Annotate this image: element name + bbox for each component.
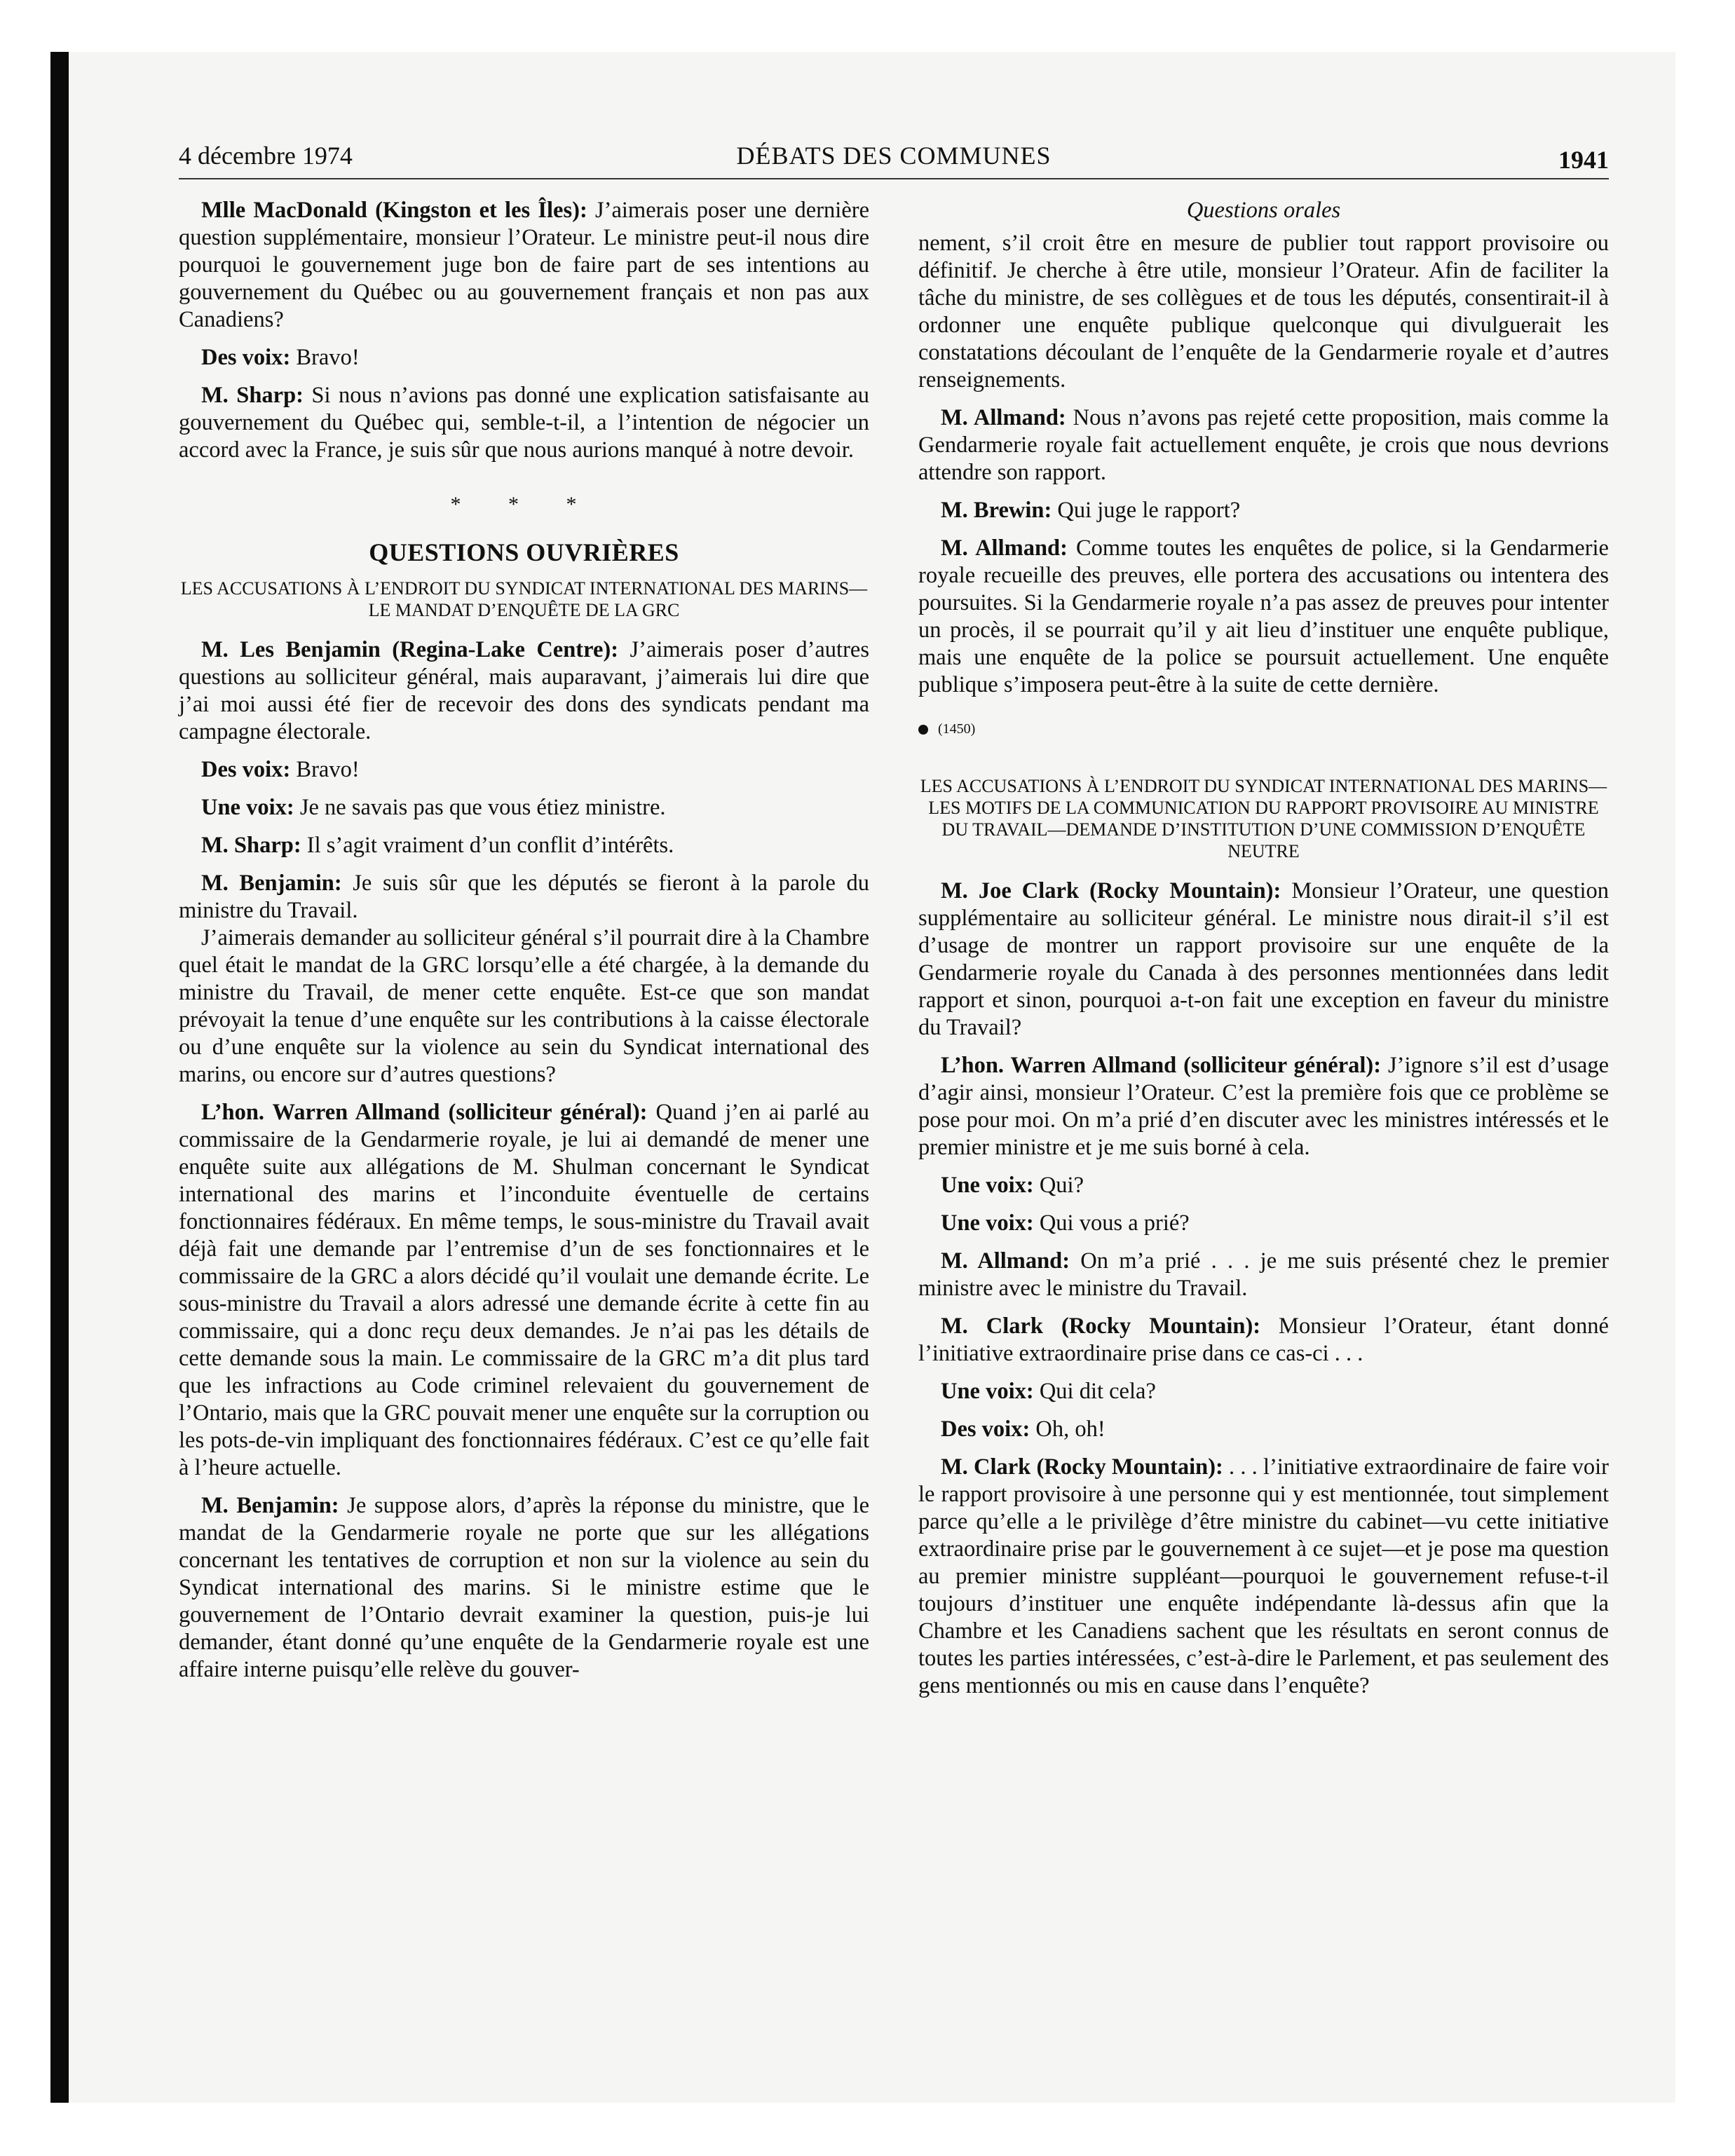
- speaker-name: M. Allmand:: [941, 405, 1066, 430]
- paragraph: J’aimerais demander au solliciteur général s’il pourrait dire à la Chambre quel était le mandat de la GRC lorsqu’elle a été chargée, à la demande du ministre du Travail, de mener cette enquête. Est-ce que son mandat prévoyait la tenue d’une enquête sur les contributions à la caisse électorale ou d’une enquête sur la violence au sein du Syndicat international des marins, ou encore sur d’autres questions?: [179, 925, 869, 1087]
- paragraph: [918, 1416, 1609, 1443]
- speaker-name: M. Sharp:: [201, 833, 301, 858]
- speech-text: Qui vous a prié?: [1033, 1210, 1190, 1236]
- speaker-name: Mlle MacDonald (Kingston et les Îles):: [201, 198, 587, 223]
- paragraph: [918, 404, 1609, 486]
- document-page: [179, 137, 1609, 2072]
- paragraph: [918, 535, 1609, 699]
- speech-text: On m’a prié . . . je me suis présenté chez le premier ministre avec le ministre du Travail.: [918, 1248, 1609, 1301]
- speech-text: Qui juge le rapport?: [1052, 498, 1241, 523]
- left-column: [179, 197, 869, 1694]
- speech-text: J’ignore s’il est d’usage d’agir ainsi, monsieur l’Orateur. C’est la première fois que ce problème se pose pour moi. On m’a prié d’en discuter avec les ministres intéressés et le premier ministre et je me suis borné à cela.: [918, 1053, 1609, 1160]
- paragraph: [179, 1492, 869, 1684]
- paragraph: [918, 1210, 1609, 1237]
- speech-text: Bravo!: [290, 757, 360, 782]
- paragraph: [918, 878, 1609, 1042]
- paragraph: [918, 1378, 1609, 1405]
- paragraph: [918, 1454, 1609, 1700]
- speaker-name: L’hon. Warren Allmand (solliciteur général):: [201, 1100, 648, 1125]
- speech-text: Monsieur l’Orateur, étant donné l’initiative extraordinaire prise dans ce cas-ci . . .: [918, 1314, 1609, 1366]
- paragraph: [918, 1248, 1609, 1302]
- speaker-name: Des voix:: [201, 757, 291, 782]
- paragraph: [179, 636, 869, 746]
- right-column: [918, 197, 1609, 1710]
- speech-text: Monsieur l’Orateur, une question supplémentaire au solliciteur général. Le ministre nous dirait-il s’il est d’usage de montrer un rapport provisoire sur une enquête de la Gendarmerie royale du Canada à des personnes mentionnées dans ledit rapport et sinon, pourquoi a-t-on fait une exception en faveur du ministre du Travail?: [918, 878, 1609, 1040]
- header-title: DÉBATS DES COMMUNES: [736, 142, 1052, 170]
- speech-text: Je ne savais pas que vous étiez ministre.: [294, 795, 666, 820]
- section-separator: * * *: [450, 493, 598, 516]
- speaker-name: M. Les Benjamin (Regina-Lake Centre):: [201, 637, 619, 662]
- paragraph: [179, 756, 869, 784]
- bullet-icon: [918, 725, 928, 735]
- speaker-name: M. Benjamin:: [201, 871, 342, 896]
- scan-edge-bar: [50, 52, 69, 2103]
- speaker-name: M. Clark (Rocky Mountain):: [941, 1314, 1261, 1339]
- speaker-name: M. Joe Clark (Rocky Mountain):: [941, 878, 1281, 903]
- paragraph: nement, s’il croit être en mesure de publier tout rapport provisoire ou définitif. Je cherche à être utile, monsieur l’Orateur. Afin de faciliter la tâche du ministre, de ses collègues et de tous les députés, consentirait-il à ordonner une enquête publique quelconque qui divulguerait les constatations découlant de l’enquête de la Gendarmerie royale et d’autres renseignements.: [918, 231, 1609, 393]
- speech-text: Bravo!: [290, 345, 360, 370]
- speech-text: Comme toutes les enquêtes de police, si la Gendarmerie royale recueille des preuves, elle portera des accusations ou intentera des poursuites. Si la Gendarmerie royale n’a pas assez de preuves pour intenter un procès, il se pourrait qu’il y ait lieu d’instituer une enquête publique, mais une enquête de la police se poursuit actuellement. Une enquête publique s’imposera peut-être à la suite de cette dernière.: [918, 535, 1609, 697]
- page-header: [179, 137, 1609, 179]
- speech-text: Quand j’en ai parlé au commissaire de la Gendarmerie royale, je lui ai demandé de mener une enquête suite aux allégations de M. Shulman concernant le Syndicat international des marins et l’inconduite éventuelle de certains fonctionnaires fédéraux. En même temps, le sous-ministre du Travail avait déjà fait une demande par l’entremise d’un de ses fonctionnaires et le commissaire de la GRC a alors décidé qu’il voulait une demande écrite. Le sous-ministre du Travail a alors adressé une demande écrite à cette fin au commissaire, qui a donc reçu deux demandes. Je n’ai pas les détails de cette demande sous la main. Le commissaire de la GRC m’a dit plus tard que les infractions au Code criminel relevaient du gouvernement de l’Ontario, mais que la GRC pouvait mener une enquête sur la corruption ou les pots-de-vin impliquant des fonctionnaires fédéraux. C’est ce qu’elle fait à l’heure actuelle.: [179, 1100, 869, 1480]
- time-marker-text: (1450): [938, 721, 976, 737]
- speaker-name: M. Brewin:: [941, 498, 1052, 523]
- speech-text: J’aimerais poser d’autres questions au solliciteur général, mais auparavant, j’aimerais lui dire que j’ai moi aussi été fier de recevoir des dons des syndicats pendant ma campagne électorale.: [179, 637, 869, 744]
- speaker-name: Une voix:: [941, 1210, 1034, 1236]
- speech-text: Qui dit cela?: [1033, 1379, 1156, 1404]
- speaker-name: M. Allmand:: [941, 1248, 1070, 1274]
- paragraph: [179, 1099, 869, 1482]
- speech-text: Je suis sûr que les députés se fieront à la parole du ministre du Travail.: [179, 871, 869, 923]
- running-head: Questions orales: [1186, 198, 1341, 223]
- speaker-name: M. Clark (Rocky Mountain):: [941, 1454, 1223, 1480]
- speaker-name: L’hon. Warren Allmand (solliciteur général):: [941, 1053, 1382, 1078]
- paragraph: [179, 197, 869, 334]
- speaker-name: M. Sharp:: [201, 383, 304, 408]
- page-number: 1941: [1558, 146, 1609, 174]
- time-marker: [918, 716, 1609, 743]
- subheading: LES ACCUSATIONS À L’ENDROIT DU SYNDICAT INTERNATIONAL DES MARINS—LES MOTIFS DE LA COMMUNICATION DU RAPPORT PROVISOIRE AU MINISTRE DU TRAVAIL—DEMANDE D’INSTITUTION D’UNE COMMISSION D’ENQUÊTE NEUTRE: [920, 776, 1607, 861]
- speech-text: Si nous n’avions pas donné une explication satisfaisante au gouvernement du Québec qui, semble-t-il, a l’intention de négocier un accord avec la France, je suis sûr que nous aurions manqué à notre devoir.: [179, 383, 869, 463]
- paragraph: [918, 1172, 1609, 1199]
- header-date: 4 décembre 1974: [179, 142, 353, 170]
- paragraph: [179, 832, 869, 859]
- speech-text: Nous n’avons pas rejeté cette proposition, mais comme la Gendarmerie royale fait actuellement enquête, je crois que nous devrions attendre son rapport.: [918, 405, 1609, 485]
- speaker-name: Une voix:: [941, 1173, 1034, 1198]
- paragraph: [179, 344, 869, 371]
- paragraph: [179, 794, 869, 821]
- speaker-name: M. Allmand:: [941, 535, 1068, 561]
- speech-text: Je suppose alors, d’après la réponse du ministre, que le mandat de la Gendarmerie royale ne porte que sur les allégations concernant les tentatives de corruption et non sur la violence au sein du Syndicat international des marins. Si le ministre estime que le gouvernement de l’Ontario devrait examiner la question, puis-je lui demander, étant donné qu’une enquête de la Gendarmerie royale est une affaire interne puisqu’elle relève du gouver-: [179, 1493, 870, 1682]
- paragraph: [918, 497, 1609, 524]
- speaker-name: Une voix:: [201, 795, 294, 820]
- speaker-name: M. Benjamin:: [201, 1493, 339, 1518]
- paragraph: [918, 1313, 1609, 1367]
- paragraph: [179, 382, 869, 464]
- speech-text: Qui?: [1033, 1173, 1084, 1198]
- speaker-name: Une voix:: [941, 1379, 1034, 1404]
- speech-text: J’aimerais poser une dernière question supplémentaire, monsieur l’Orateur. Le ministre peut-il nous dire pourquoi le gouvernement juge bon de faire part de ses intentions au gouvernement du Québec ou au gouvernement français et non pas aux Canadiens?: [179, 198, 869, 332]
- section-title: QUESTIONS OUVRIÈRES: [369, 538, 679, 566]
- speech-text: Il s’agit vraiment d’un conflit d’intérêts.: [301, 833, 674, 858]
- paragraph: [179, 870, 869, 925]
- speaker-name: Des voix:: [941, 1417, 1030, 1442]
- speaker-name: Des voix:: [201, 345, 291, 370]
- paragraph: [918, 1052, 1609, 1161]
- speech-text: . . . l’initiative extraordinaire de faire voir le rapport provisoire à une personne qui y est mentionnée, tout simplement parce qu’elle a le privilège d’être ministre du cabinet—vu cette initiative extraordinaire prise par le gouvernement à ce sujet—et je pose ma question au premier ministre suppléant—pourquoi le gouvernement refuse-t-il toujours d’instituer une enquête indépendante là-dessus afin que la Chambre et les Canadiens sachent que les résultats en seront connus de toutes les parties intéressées, c’est-à-dire le Parlement, et pas seulement des gens mentionnés ou mis en cause dans l’enquête?: [918, 1454, 1609, 1698]
- subheading: LES ACCUSATIONS À L’ENDROIT DU SYNDICAT INTERNATIONAL DES MARINS—LE MANDAT D’ENQUÊTE DE LA GRC: [180, 578, 868, 620]
- speech-text: Oh, oh!: [1030, 1417, 1105, 1442]
